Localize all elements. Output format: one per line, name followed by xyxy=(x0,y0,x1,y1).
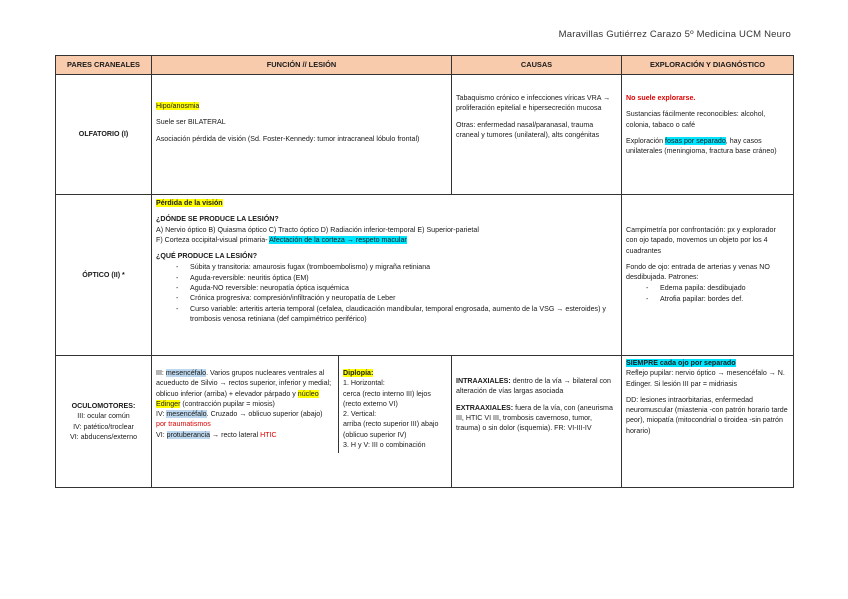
diplopia-horizontal-detail: cerca (recto interno III) lejos (recto externo VI) xyxy=(343,389,431,408)
nerve-name-optico: ÓPTICO (II) * xyxy=(56,195,152,356)
funcion-cell-optico xyxy=(152,195,622,356)
cranial-nerves-table xyxy=(55,55,794,488)
sustancias-text: Sustancias fácilmente reconocibles: alcohol, colonia, tabaco o café xyxy=(626,110,766,129)
exploracion-cell-oculomotores xyxy=(622,356,794,488)
perdida-vision-text: Pérdida de la visión xyxy=(156,199,223,207)
list-item: - Aguda-reversible: neuritis óptica (EM) xyxy=(176,273,617,283)
exploracion-cell-optico xyxy=(622,195,794,356)
dd-lesiones-text: DD: lesiones intraorbitarias, enfermedad neuromuscular (miastenia -con patrón horario tarde peor), miopatía (mitocondrial o tiroidea -sin patrón horario) xyxy=(626,395,788,435)
corteza-occipital-text: F) Corteza occipital-visual primaria- Afectación de la corteza → respeto macular xyxy=(156,235,407,244)
diplopia-column xyxy=(339,356,451,453)
foster-kennedy-text: Asociación pérdida de visión (Sd. Foster-Kennedy: tumor intracraneal lóbulo frontal) xyxy=(156,134,420,143)
nucleos-column xyxy=(152,356,339,453)
que-produce-heading: ¿QUÉ PRODUCE LA LESIÓN? xyxy=(156,252,258,261)
causas-lesion-list xyxy=(156,262,617,324)
patrones-list xyxy=(626,283,789,304)
donde-lesion-heading: ¿DÓNDE SE PRODUCE LA LESIÓN? xyxy=(156,215,279,224)
bilateral-text: Suele ser BILATERAL xyxy=(156,118,226,127)
causas-cell-oculomotores xyxy=(452,356,622,488)
list-item: - Atrofia papilar: bordes def. xyxy=(646,294,789,304)
col-header-pares: PARES CRANEALES xyxy=(56,56,152,75)
document-header: Maravillas Gutiérrez Carazo 5º Medicina UCM Neuro xyxy=(558,29,791,40)
table-header-row xyxy=(56,56,794,75)
siempre-ojo-text: SIEMPRE cada ojo por separado xyxy=(626,359,736,367)
intraaxiales-text: INTRAAXIALES: dentro de la vía → bilateral con alteración de vías largas asociada xyxy=(456,377,611,396)
iv-par-text: IV: mesencéfalo. Cruzado → oblicuo superior (abajo) por traumatismos xyxy=(156,410,323,429)
diplopia-vertical: 2. Vertical: xyxy=(343,410,377,419)
list-item: - Curso variable: arteritis arteria temporal (cefalea, claudicación mandibular, temporal engrosada, aumento de la VSG → esteroides) y trombosis venosa retiniana (def campimétrico periférico) xyxy=(176,304,617,325)
col-header-exploracion: EXPLORACIÓN Y DIAGNÓSTICO xyxy=(622,56,794,75)
causas-cell-olfatorio xyxy=(452,75,622,195)
reflejo-pupilar-text: Reflejo pupilar: nervio óptico → mesencéfalo → N. Edinger. Si lesión III par = midriasis xyxy=(626,369,785,388)
col-header-funcion: FUNCIÓN // LESIÓN xyxy=(152,56,452,75)
diplopia-hv: 3. H y V: III o combinación xyxy=(343,440,426,449)
exploracion-cell-olfatorio xyxy=(622,75,794,195)
funcion-cell-oculomotores xyxy=(152,356,452,488)
table-row-oculomotores xyxy=(56,356,794,488)
diplopia-horizontal: 1. Horizontal: xyxy=(343,379,385,388)
diplopia-heading: Diplopía: xyxy=(343,369,374,377)
extraaxiales-text: EXTRAAXIALES: fuera de la vía, con (aneurisma III, HTIC VI III, trombosis cavernoso, tumor, trauma) o sin dolor (isquemia). FR: VI-III-IV xyxy=(456,403,613,433)
exploracion-fosas-text: Exploración fosas por separado, hay casos unilaterales (meningioma, fractura base cráneo) xyxy=(626,136,777,156)
nerve-name-oculomotores: OCULOMOTORES: III: ocular común IV: patético/troclear VI: abducens/externo xyxy=(56,356,152,488)
campimetria-text: Campimetría por confrontación: px y explorador con ojo tapado, movemos un objeto por los 4 cuadrantes xyxy=(626,226,776,255)
localizaciones-text: A) Nervio óptico B) Quiasma óptico C) Tracto óptico D) Radiación inferior-temporal E) Superior-parietal xyxy=(156,225,479,234)
fondo-ojo-text: Fondo de ojo: entrada de arterias y venas NO desdibujada. Patrones: xyxy=(626,262,770,282)
list-item: - Súbita y transitoria: amaurosis fugax (tromboembolismo) y migraña retiniana xyxy=(176,262,617,272)
causas-tabaquismo-text: Tabaquismo crónico e infecciones víricas VRA → proliferación epitelial e hipersecreción mucosa xyxy=(456,94,611,113)
list-item: - Crónica progresiva: compresión/infiltración y neuropatía de Leber xyxy=(176,293,617,303)
table-row-olfatorio xyxy=(56,75,794,195)
causas-otras-text: Otras: enfermedad nasal/paranasal, trauma craneal y tumores (unilateral), alts congénitas xyxy=(456,120,600,139)
col-header-causas: CAUSAS xyxy=(452,56,622,75)
vi-par-text: VI: protuberancia → recto lateral HTIC xyxy=(156,430,277,439)
list-item: - Edema papila: desdibujado xyxy=(646,283,789,293)
nerve-name-olfatorio: OLFATORIO (I) xyxy=(56,75,152,195)
diplopia-vertical-detail: arriba (recto superior III) abajo (oblicuo superior IV) xyxy=(343,420,439,439)
no-explorarse-text: No suele explorarse. xyxy=(626,94,696,102)
hipoanosmia-text: Hipo/anosmia xyxy=(156,102,200,110)
list-item: - Aguda-NO reversible: neuropatía óptica isquémica xyxy=(176,283,617,293)
funcion-cell-olfatorio xyxy=(152,75,452,195)
table-row-optico xyxy=(56,195,794,356)
iii-par-text: III: mesencéfalo. Varios grupos nucleares ventrales al acueducto de Silvio → rectos superior, inferior y medial; oblicuo inferior (arriba) + elevador párpado y núcleo Edinger (contracción pupilar = miosis) xyxy=(156,369,332,408)
